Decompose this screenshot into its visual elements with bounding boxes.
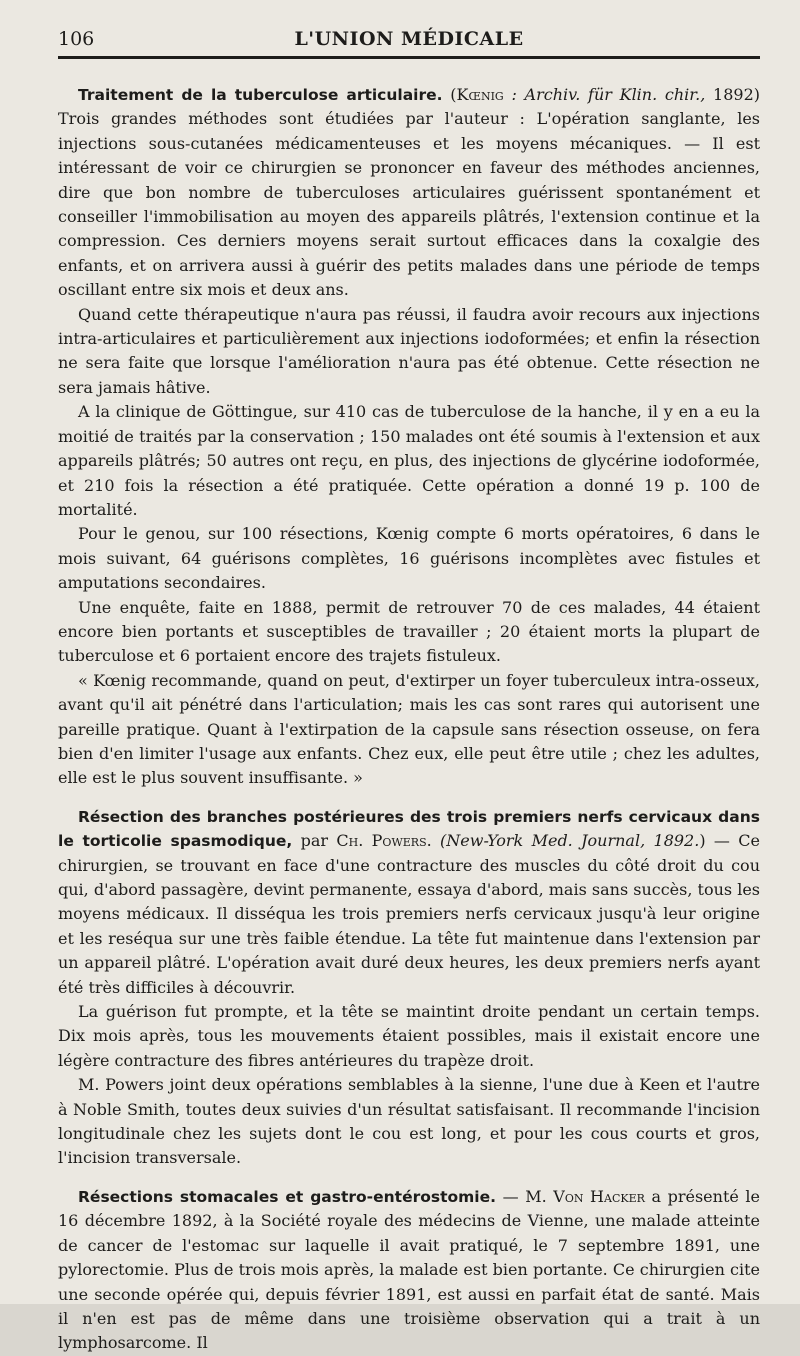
article-resections-stomacales (58, 1185, 760, 1356)
paragraph: M. Powers joint deux opérations semblables à la sienne, l'une due à Keen et l'autre à Noble Smith, toutes deux suivies d'un résultat satisfaisant. Il recommande l'incision longitudinale chez les sujets dont le cou est long, et pour les cous courts et gros, l'incision transversale. (58, 1075, 760, 1168)
article-lead-paragraph (58, 1185, 760, 1356)
article-title: Résections stomacales et gastro-entérostomie. (78, 1187, 497, 1206)
running-head (58, 28, 760, 50)
paragraph: Ce chirurgien, se trouvant en face d'une contracture des muscles du côté droit du cou qui, d'abord passagère, devint permanente, essaya d'abord, mais sans succès, tous les moyens médicaux. Il disséqua les trois premiers nerfs cervicaux jusqu'à leur origine et les reséqua sur une très faible étendue. La tête fut maintenue dans l'extension par un appareil plâtré. L'opération avait duré deux heures, les deux premiers nerfs ayant été très difficiles à découvrir. (58, 831, 760, 997)
article-author-prefix: par (300, 831, 329, 851)
paragraph: a présenté le 16 décembre 1892, à la Société royale des médecins de Vienne, une malade atteinte de cancer de l'estomac sur laquelle il avait pratiqué, le 7 septembre 1891, une pylorectomie. Plus de trois mois après, la malade est bien portante. Ce chirurgien cite une seconde opérée qui, depuis février 1891, est aussi en parfait état de santé. Mais il n'en est pas de même dans une troisième observation qui a trait à un lymphosarcome. Il (58, 1186, 761, 1353)
article-citation-source: : Archiv. für Klin. chir., (511, 85, 706, 104)
article-title: Résection des branches postérieures des trois premiers nerfs cervicaux dans le torticolie spasmodique, (58, 807, 760, 851)
paragraph: Une enquête, faite en 1888, permit de retrouver 70 de ces malades, 44 étaient encore bien portants et susceptibles de travailler ; 20 étaient morts la plupart de tuberculose et 6 portaient encore des trajets fistuleux. (58, 597, 760, 666)
paragraph: Pour le genou, sur 100 résections, Kœnig compte 6 morts opératoires, 6 dans le mois suivant, 64 guérisons complètes, 16 guérisons incomplètes avec fistules et amputations secondaires. (58, 524, 760, 593)
article-citation-close: ) — (699, 831, 730, 851)
article-torticolis (58, 805, 760, 1171)
article-citation-year: 1892 (713, 85, 754, 104)
paragraph: La guérison fut prompte, et la tête se maintint droite pendant un certain temps. Dix mois après, tous les mouvements étaient possibles, mais il existait encore une légère contracture des fibres antérieures du trapèze droit. (58, 1002, 760, 1070)
article-dash: — (502, 1186, 519, 1206)
header-rule (58, 56, 760, 59)
article-tuberculose (58, 83, 760, 791)
article-lead-paragraph (58, 805, 760, 1000)
paragraph: Quand cette thérapeutique n'aura pas réussi, il faudra avoir recours aux injections intra-articulaires et particulièrement aux injections iodoformées; et enfin la résection ne sera faite que lorsque l'amélioration n'aura pas été obtenue. Cette résection ne sera jamais hâtive. (58, 304, 760, 397)
article-author: Kœnig (456, 85, 504, 104)
article-title: Traitement de la tuberculose articulaire. (78, 86, 443, 104)
journal-title: L'UNION MÉDICALE (294, 28, 524, 50)
article-lead-paragraph: Traitement de la tuberculose articulaire. (Kœnig : Archiv. für Klin. chir., 1892) Trois grandes méthodes sont étudiées par l'auteur : L'opération sanglante, les injections sous-cutanées médicamenteuses et les moyens mécaniques. — Il est intéressant de voir ce chirurgien se prononcer en faveur des méthodes anciennes, dire que bon nombre de tuberculoses articulaires guérissent spontanément et conseiller l'immobilisation au moyen des appareils plâtrés, l'extension continue et la compression. Ces derniers moyens serait surtout efficaces dans la coxalgie des enfants, et on arrivera aussi à guérir des petits malades dans une période de temps oscillant entre six mois et deux ans. (58, 85, 761, 300)
paragraph: Trois grandes méthodes sont étudiées par l'auteur : L'opération sanglante, les injections sous-cutanées médicamenteuses et les moyens mécaniques. — Il est intéressant de voir ce chirurgien se prononcer en faveur des méthodes anciennes, dire que bon nombre de tuberculoses articulaires guérissent spontanément et conseiller l'immobilisation au moyen des appareils plâtrés, l'extension continue et la compression. Ces derniers moyens serait surtout efficaces dans la coxalgie des enfants, et on arrivera aussi à guérir des petits malades dans une période de temps oscillant entre six mois et deux ans. (58, 109, 760, 300)
section-gap (58, 1171, 760, 1185)
paragraph: « Kœnig recommande, quand on peut, d'extirper un foyer tuberculeux intra-osseux, avant qu'il ait pénétré dans l'articulation; mais les cas sont rares qui autorisent une pareille pratique. Quant à l'extirpation de la capsule sans résection osseuse, on fera bien d'en limiter l'usage aux enfants. Chez eux, elle peut être utile ; chez les adultes, elle est le plus souvent insuffisante. » (58, 670, 760, 788)
article-author: M. Von Hacker (525, 1186, 645, 1206)
page-number: 106 (58, 28, 95, 50)
article-citation-year: 1892. (653, 831, 700, 851)
section-gap (58, 791, 760, 805)
article-author: Ch. Powers. (336, 831, 432, 851)
paragraph: A la clinique de Göttingue, sur 410 cas de tuberculose de la hanche, il y en a eu la moitié de traités par la conservation ; 150 malades ont été soumis à l'extension et aux appareils plâtrés; 50 autres ont reçu, en plus, des injections de glycérine iodoformée, et 210 fois la résection a été pratiquée. Cette opération a donné 19 p. 100 de mortalité. (58, 402, 760, 519)
article-citation-source: (New-York Med. Journal, (440, 831, 646, 851)
